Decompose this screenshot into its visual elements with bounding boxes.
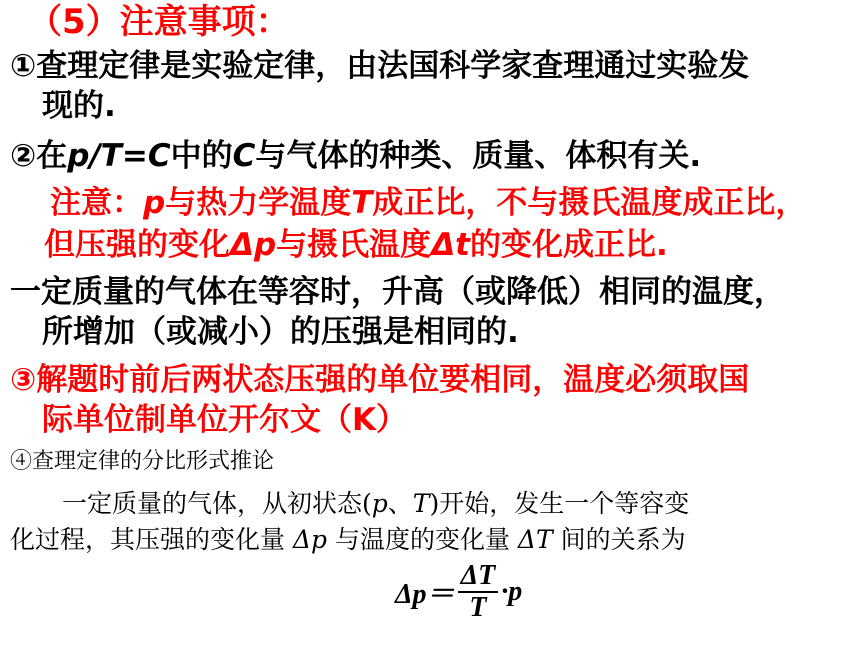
general-line2: 所增加（或减小）的压强是相同的. bbox=[42, 314, 519, 350]
item1-line1: ①查理定律是实验定律，由法国科学家查理通过实验发 bbox=[10, 48, 750, 84]
item2-mid: 中的 bbox=[170, 138, 233, 174]
item2-var: C bbox=[232, 138, 256, 174]
item4-para-line1 bbox=[62, 484, 689, 524]
item3-line1: ③解题时前后两状态压强的单位要相同，温度必须取国 bbox=[10, 362, 750, 398]
item2-pre: ②在 bbox=[10, 138, 68, 174]
item4-p1-end: )开始，发生一个等容变 bbox=[429, 489, 690, 518]
item4-p2-a: 化过程，其压强的变化量 bbox=[10, 525, 293, 554]
note-label: 注意： bbox=[50, 185, 143, 221]
item4-para-line2 bbox=[10, 520, 686, 560]
note-line1 bbox=[50, 183, 806, 223]
item4-p2-dp: Δp bbox=[292, 525, 328, 554]
item4-p1-T: T bbox=[412, 489, 430, 518]
item4-p2-c: 间的关系为 bbox=[552, 525, 686, 554]
note-c: 但压强的变化 bbox=[44, 227, 230, 263]
item4-p1: 一定质量的气体，从初状态( bbox=[62, 489, 372, 518]
note-T: T bbox=[351, 185, 373, 221]
formula-rhs: ·p bbox=[501, 576, 523, 607]
formula-denominator: T bbox=[469, 592, 487, 623]
formula-numerator: ΔT bbox=[458, 561, 499, 593]
note-dt: Δt bbox=[431, 227, 470, 263]
item1-line2: 现的. bbox=[42, 88, 116, 124]
item3-line2: 际单位制单位开尔文（K） bbox=[42, 402, 408, 438]
note-line2 bbox=[44, 225, 668, 265]
formula-fraction bbox=[458, 561, 499, 623]
formula-lhs: Δp＝ bbox=[395, 579, 455, 610]
item2-post: 与气体的种类、质量、体积有关. bbox=[255, 138, 702, 174]
section-title: （5）注意事项： bbox=[28, 2, 290, 42]
note-e: 的变化成正比. bbox=[470, 227, 668, 263]
item2 bbox=[10, 136, 701, 176]
item2-formula: p/T=C bbox=[67, 138, 171, 174]
general-line1: 一定质量的气体在等容时，升高（或降低）相同的温度， bbox=[10, 274, 785, 310]
note-d: 与摄氏温度 bbox=[276, 227, 432, 263]
ratio-formula bbox=[395, 560, 522, 624]
note-dp: Δp bbox=[230, 227, 277, 263]
item4-heading: ④查理定律的分比形式推论 bbox=[10, 449, 275, 474]
item4-p1-p: p bbox=[371, 489, 388, 518]
item4-p1-sep: 、 bbox=[387, 489, 413, 518]
item4-p2-b: 与温度的变化量 bbox=[327, 525, 518, 554]
note-p: p bbox=[143, 185, 166, 221]
item4-p2-dT: ΔT bbox=[517, 525, 553, 554]
note-b: 成正比，不与摄氏温度成正比， bbox=[372, 185, 807, 221]
note-a: 与热力学温度 bbox=[165, 185, 352, 221]
